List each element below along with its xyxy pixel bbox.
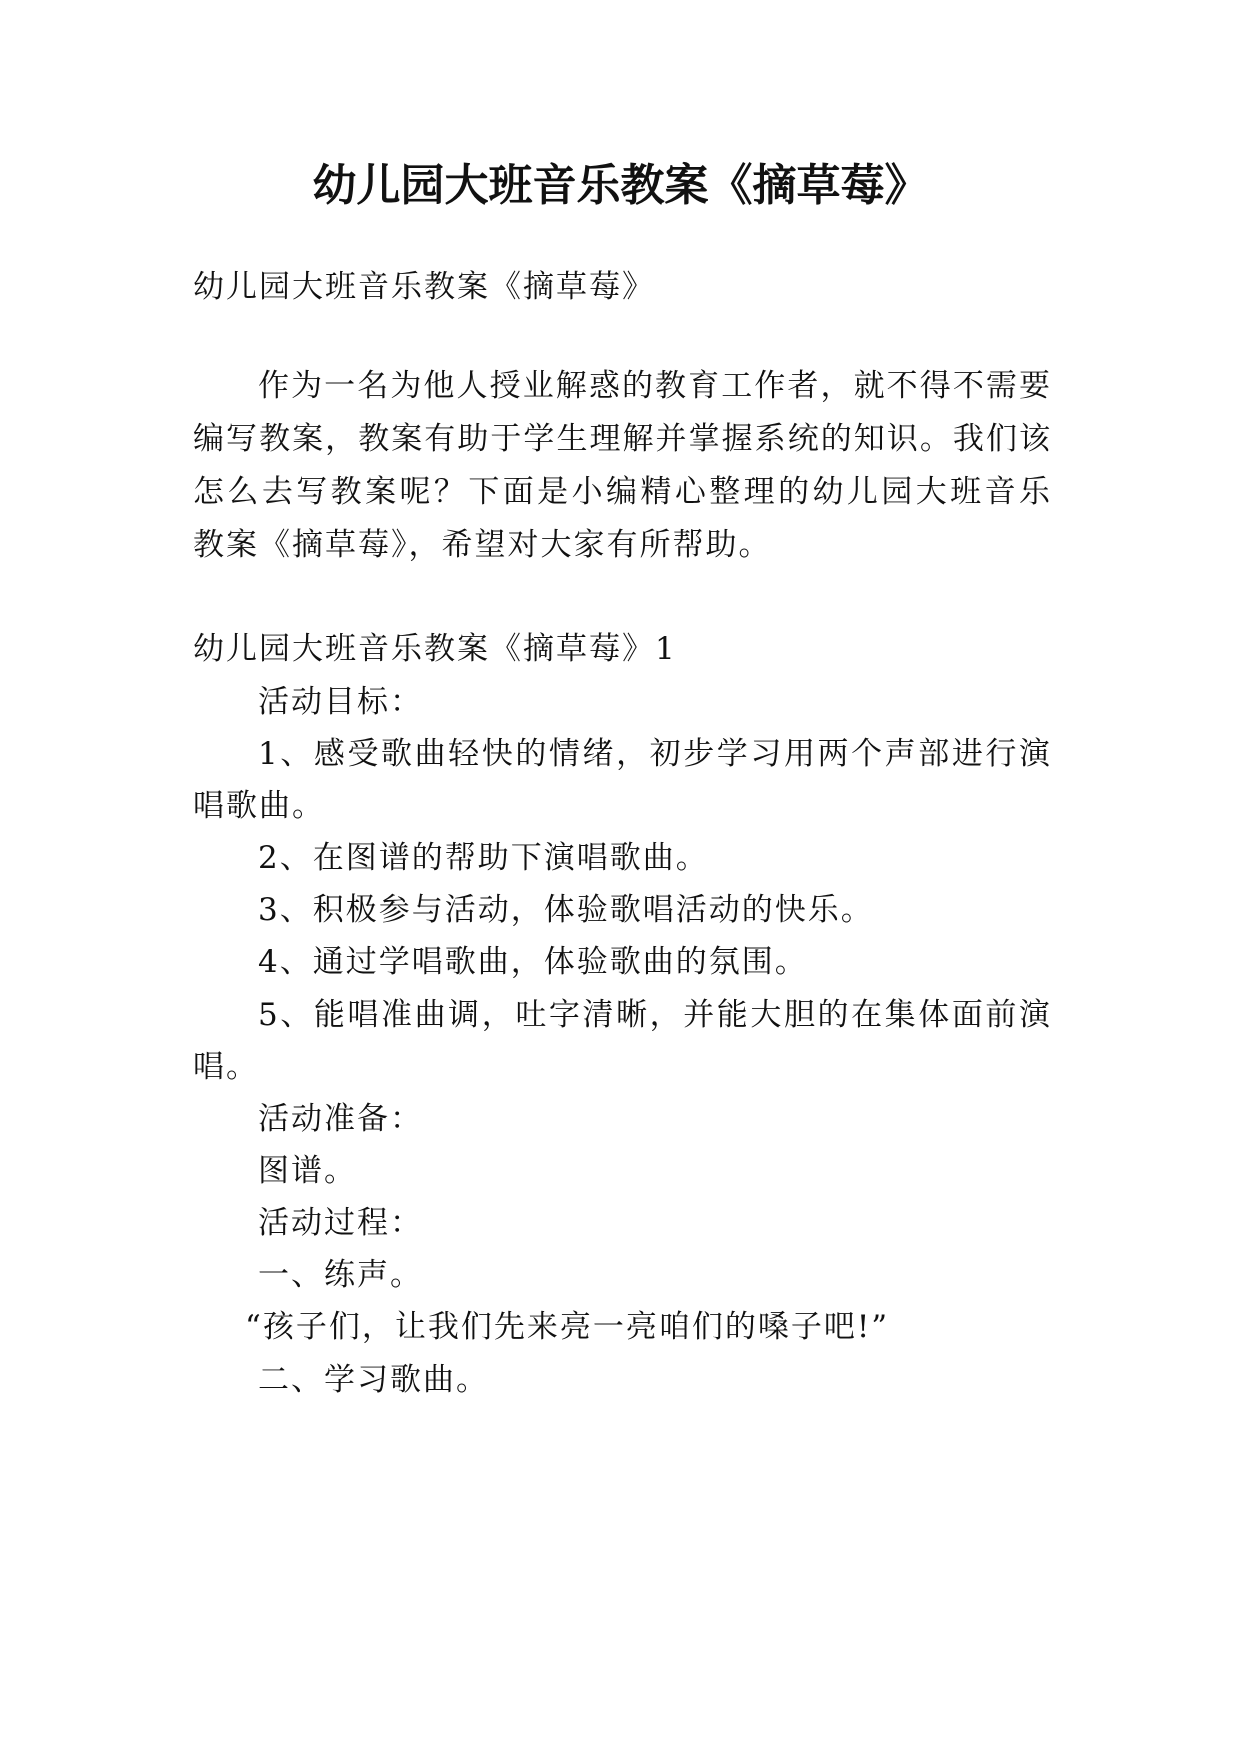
process-label: 活动过程： — [258, 1205, 423, 1241]
step-1-quote: “孩子们，让我们先来亮一亮咱们的嗓子吧!” — [245, 1309, 890, 1345]
goal-1-line-2: 唱歌曲。 — [193, 788, 325, 824]
prep-label: 活动准备： — [258, 1101, 423, 1137]
goals-label: 活动目标： — [258, 684, 423, 720]
intro-line-3: 怎么去写教案呢？下面是小编精心整理的幼儿园大班音乐 — [193, 474, 1050, 510]
goal-3: 3、积极参与活动，体验歌唱活动的快乐。 — [258, 892, 874, 928]
document-subtitle: 幼儿园大班音乐教案《摘草莓》 — [193, 269, 655, 305]
intro-line-1: 作为一名为他人授业解惑的教育工作者，就不得不需要 — [258, 368, 1050, 404]
document-title: 幼儿园大班音乐教案《摘草莓》 — [312, 160, 929, 211]
goal-4: 4、通过学唱歌曲，体验歌曲的氛围。 — [258, 944, 808, 980]
goal-1-line-1: 1、感受歌曲轻快的情绪，初步学习用两个声部进行演 — [258, 736, 1050, 772]
goal-5-line-1: 5、能唱准曲调，吐字清晰，并能大胆的在集体面前演 — [258, 997, 1050, 1033]
step-1: 一、练声。 — [258, 1257, 423, 1293]
prep-item: 图谱。 — [258, 1153, 357, 1189]
goal-2: 2、在图谱的帮助下演唱歌曲。 — [258, 840, 709, 876]
section-heading: 幼儿园大班音乐教案《摘草莓》1 — [193, 631, 677, 667]
step-2: 二、学习歌曲。 — [258, 1362, 489, 1398]
goal-5-line-2: 唱。 — [193, 1049, 259, 1085]
intro-line-4: 教案《摘草莓》，希望对大家有所帮助。 — [193, 527, 772, 563]
intro-line-2: 编写教案，教案有助于学生理解并掌握系统的知识。我们该 — [193, 421, 1050, 457]
